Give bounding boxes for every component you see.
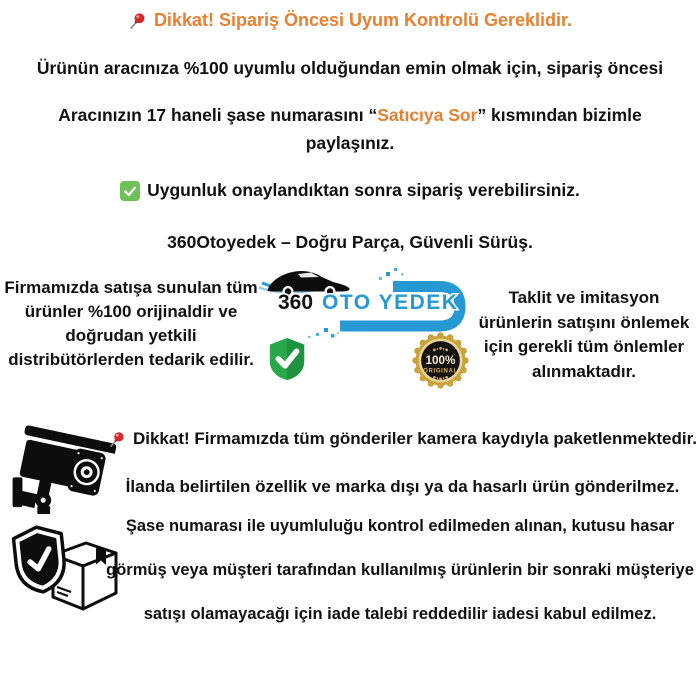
anti-counterfeit-text — [468, 286, 700, 384]
intro-line: Ürünün aracınıza %100 uyumlu olduğundan emin olmak için, sipariş öncesi — [36, 58, 664, 78]
logo-360-text: 360 — [278, 291, 314, 314]
camera-warning-row — [105, 429, 700, 449]
shipping-accuracy-text: İlanda belirtilen özellik ve marka dışı ya da hasarlı ürün gönderilmez. — [125, 477, 680, 496]
badge-original-text: ORIGINAL — [423, 367, 458, 375]
anti-counterfeit-line: ürünlerin satışını önlemek — [478, 312, 690, 332]
return-policy-line: Şase numarası ile uyumluluğu kontrol edilmeden alınan, kutusu hasar — [125, 517, 675, 535]
warning-title-row — [0, 10, 700, 31]
chassis-post: ” kısmından bizimle — [477, 105, 642, 125]
chassis-line-2: paylaşınız. — [305, 133, 395, 153]
originality-line: Firmamızda satışa sunulan tüm — [4, 278, 258, 297]
shield-check-icon — [266, 336, 308, 382]
anti-counterfeit-line: için gerekli tüm önlemler — [483, 337, 685, 356]
chassis-line-1 — [0, 105, 700, 126]
logo-name-text: OTO YEDEK — [322, 291, 459, 314]
return-policy-line: görmüş veya müşteri tarafından kullanılmış ürünlerin bir sonraki müşteriye — [106, 561, 694, 579]
camera-warning-text: Dikkat! Firmamızda tüm gönderiler kamera kaydıyla paketlenmektedir. — [132, 429, 698, 448]
check-square-icon — [120, 181, 140, 201]
approval-row — [0, 180, 700, 201]
approval-text: Uygunluk onaylandıktan sonra sipariş verebilirsiniz. — [147, 180, 580, 200]
page-title: Dikkat! Sipariş Öncesi Uyum Kontrolü Gereklidir. — [153, 10, 573, 30]
camera-mount — [13, 477, 52, 514]
badge-100-text: 100% — [425, 354, 456, 368]
brand-logo — [258, 262, 470, 338]
originality-line: ürünler %100 orijinaldir ve — [24, 302, 238, 321]
chassis-pre: Aracınızın 17 haneli şase numarasını “ — [58, 105, 378, 125]
pushpin-icon — [108, 430, 126, 449]
return-policy-line: satışı olamayacağı için iade talebi reddedilir iadesi kabul edilmez. — [143, 605, 657, 623]
brand-slogan: 360Otoyedek – Doğru Parça, Güvenli Sürüş. — [167, 232, 533, 252]
original-badge — [412, 332, 469, 389]
cctv-camera-icon — [10, 420, 120, 514]
originality-line: distribütörlerden tedarik edilir. — [8, 350, 254, 369]
originality-line: doğrudan yetkili — [65, 326, 197, 345]
anti-counterfeit-line: alınmaktadır. — [532, 361, 636, 381]
pushpin-icon — [128, 11, 147, 31]
anti-counterfeit-line: Taklit ve imitasyon — [508, 288, 660, 307]
ask-seller-highlight: Satıcıya Sor — [377, 105, 478, 125]
originality-text — [0, 276, 262, 372]
